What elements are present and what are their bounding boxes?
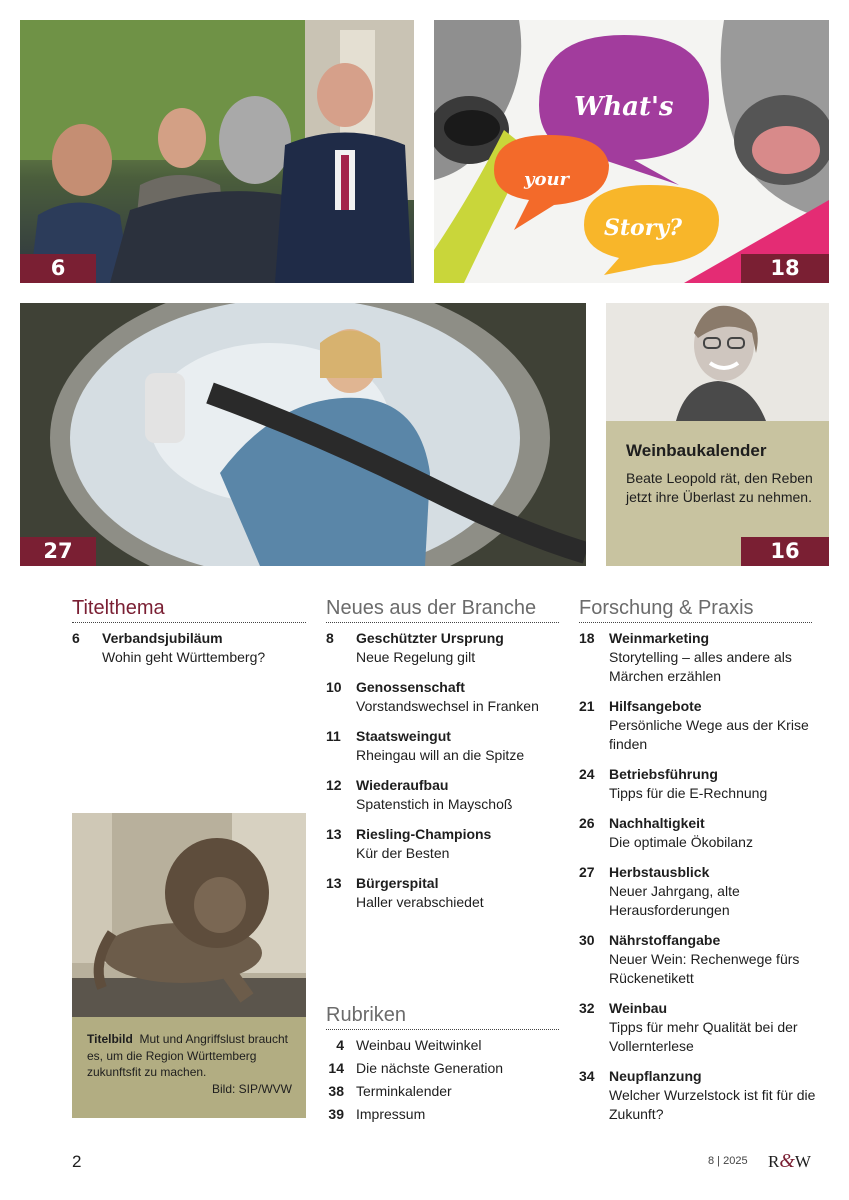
toc-page-number: 6: [72, 630, 80, 646]
toc-page-number: 13: [326, 826, 342, 842]
toc-entry-text: [609, 1067, 819, 1124]
toc-entry-text: [609, 765, 819, 803]
cover-caption-text: Mut und Angriffslust braucht es, um die Region Württemberg zukunftsfit zu machen.: [87, 1032, 288, 1079]
bubble-text-whats: What's: [574, 92, 674, 122]
toc-entry-subtitle: Rheingau will an die Spitze: [356, 747, 525, 763]
toc-entry-subtitle: Kür der Besten: [356, 845, 450, 861]
reception-illustration: [20, 20, 414, 283]
photo-story: [434, 20, 829, 283]
toc-entry-text: [356, 776, 559, 814]
toc-page-number: 18: [579, 630, 595, 646]
page-badge-6[interactable]: 6: [20, 254, 96, 283]
toc-entry-title: Wiederaufbau: [356, 777, 449, 793]
toc-entry-subtitle: Neue Regelung gilt: [356, 649, 476, 665]
bubble-text-story: Story?: [604, 215, 682, 241]
rubrik-page-number: 39: [328, 1106, 344, 1122]
toc-page-number: 30: [579, 932, 595, 948]
toc-entry-title: Weinbau: [609, 1000, 668, 1016]
logo-ampersand: &: [779, 1150, 795, 1172]
toc-entry-title: Riesling-Champions: [356, 826, 492, 842]
cover-caption-label: Titelbild: [87, 1032, 133, 1046]
issue-number: 8 | 2025: [708, 1155, 748, 1167]
toc-entry-title: Nährstoffangabe: [609, 932, 721, 948]
section-heading-rubriken: Rubriken: [326, 1004, 559, 1030]
toc-entry-title: Weinmarketing: [609, 630, 710, 646]
rubrik-title: Weinbau Weitwinkel: [356, 1037, 482, 1053]
cover-caption: [87, 1031, 292, 1097]
toc-entry-text: [356, 825, 559, 863]
toc-entry-subtitle: Spatenstich in Mayschoß: [356, 796, 513, 812]
photo-tank-cleaning: [20, 303, 586, 566]
lion-illustration: [72, 813, 306, 1017]
magazine-logo: [768, 1150, 811, 1173]
toc-entry-subtitle: Tipps für mehr Qualität bei der Vollernterlese: [609, 1019, 798, 1054]
portrait-illustration: [606, 303, 829, 421]
toc-entry-subtitle: Neuer Wein: Rechenwege fürs Rückenetikett: [609, 951, 800, 986]
toc-page-number: 11: [326, 728, 341, 744]
toc-entry-text: [356, 678, 559, 716]
rubrik-page-number: 38: [328, 1083, 344, 1099]
toc-page-number: 10: [326, 679, 342, 695]
toc-page-number: 24: [579, 766, 595, 782]
toc-entry-text: [609, 863, 819, 920]
toc-page-number: 26: [579, 815, 595, 831]
toc-entry-title: Staatsweingut: [356, 728, 451, 744]
toc-entry-subtitle: Welcher Wurzelstock ist fit für die Zukunft?: [609, 1087, 816, 1122]
toc-entry-text: [102, 629, 306, 667]
page-badge-27[interactable]: 27: [20, 537, 96, 566]
rubrik-title: Terminkalender: [356, 1083, 452, 1099]
toc-entry-text: [609, 931, 819, 988]
toc-page-number: 8: [326, 630, 334, 646]
toc-entry-title: Herbstausblick: [609, 864, 710, 880]
toc-page-number: 34: [579, 1068, 595, 1084]
page-badge-16[interactable]: 16: [741, 537, 829, 566]
portrait-background: [606, 303, 829, 421]
toc-page-number: 27: [579, 864, 595, 880]
toc-entry-text: [356, 874, 559, 912]
bubble-text-your: your: [524, 169, 570, 190]
logo-letter-r: R: [768, 1152, 780, 1171]
toc-entry-subtitle: Neuer Jahrgang, alte Herausforderungen: [609, 883, 740, 918]
cover-photo-lion: [72, 813, 306, 1017]
toc-entry-text: [356, 629, 559, 667]
toc-entry-subtitle: Haller verabschiedet: [356, 894, 484, 910]
section-heading-titelthema: Titelthema: [72, 597, 306, 623]
toc-entry-subtitle: Die optimale Ökobilanz: [609, 834, 753, 850]
toc-entry-text: [609, 999, 819, 1056]
story-illustration: [434, 20, 829, 283]
toc-entry-title: Betriebsführung: [609, 766, 718, 782]
toc-page-number: 13: [326, 875, 342, 891]
toc-entry-title: Genossenschaft: [356, 679, 465, 695]
toc-entry-text: [609, 697, 819, 754]
logo-letter-w: W: [794, 1152, 811, 1171]
toc-entry-title: Nachhaltigkeit: [609, 815, 705, 831]
toc-page-number: 32: [579, 1000, 595, 1016]
calendar-text: Beate Leopold rät, den Reben jetzt ihre Überlast zu nehmen.: [626, 470, 813, 505]
rubrik-title: Die nächste Generation: [356, 1060, 504, 1076]
cover-credit: Bild: SIP/WVW: [211, 1081, 292, 1096]
toc-entry-title: Hilfsangebote: [609, 698, 702, 714]
toc-entry-text: [609, 814, 819, 852]
toc-entry-text: [356, 727, 559, 765]
toc-entry-text: [609, 629, 819, 686]
photo-reception: [20, 20, 414, 283]
toc-entry-title: Neupflanzung: [609, 1068, 702, 1084]
toc-page-number: 21: [579, 698, 595, 714]
toc-entry-subtitle: Persönliche Wege aus der Krise finden: [609, 717, 809, 752]
toc-entry-title: Verbandsjubiläum: [102, 630, 223, 646]
rubrik-page-number: 14: [328, 1060, 344, 1076]
cover-image-box: [72, 813, 306, 1118]
page-number: 2: [72, 1152, 82, 1171]
toc-page-number: 12: [326, 777, 342, 793]
toc-entry-subtitle: Vorstandswechsel in Franken: [356, 698, 539, 714]
tank-illustration: [20, 303, 586, 566]
page-badge-18[interactable]: 18: [741, 254, 829, 283]
toc-entry-title: Bürgerspital: [356, 875, 439, 891]
rubrik-title: Impressum: [356, 1106, 426, 1122]
weinbaukalender-panel: [606, 303, 829, 566]
section-heading-neues: Neues aus der Branche: [326, 597, 559, 623]
toc-entry-subtitle: Tipps für die E-Rechnung: [609, 785, 768, 801]
rubrik-page-number: 4: [336, 1037, 344, 1053]
section-heading-forschung: Forschung & Praxis: [579, 597, 812, 623]
calendar-title: Weinbaukalender: [626, 441, 767, 460]
toc-entry-title: Geschützter Ursprung: [356, 630, 504, 646]
toc-entry-subtitle: Storytelling – alles andere als Märchen erzählen: [609, 649, 792, 684]
toc-entry-subtitle: Wohin geht Württemberg?: [102, 649, 266, 665]
